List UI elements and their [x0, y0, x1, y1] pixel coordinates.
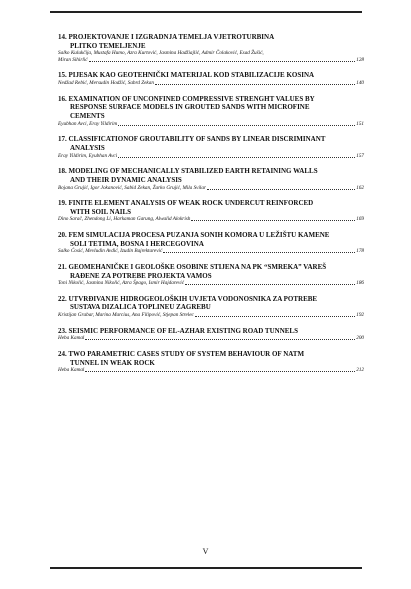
entry-authors-row [58, 335, 364, 342]
entry-title-line: CLASSIFICATIONOF GROUTABILITY OF SANDS BY LINEAR DISCRIMINANT [68, 135, 326, 144]
entry-title [58, 350, 364, 367]
entry-page: 178 [356, 248, 364, 255]
entry-authors: Salko Kulukčija, Mustafa Humo, Azra Kurtović, Jasmina Hadžiajlić, Admir Čolaković, Esad Žušić, [58, 50, 264, 57]
table-of-contents [58, 33, 364, 382]
entry-authors-row [58, 248, 364, 255]
entry-authors: Bojana Grujić, Igor Jokanović, Sabid Zekan, Žarko Grujić, Mila Svilar [58, 184, 206, 191]
entry-title [58, 199, 364, 216]
entry-authors: Salko Ćosić, Mevludin Avdić, Izudin Bajrektarević [58, 248, 163, 255]
entry-page: 151 [356, 120, 364, 127]
entry-page: 169 [356, 216, 364, 223]
toc-entry[interactable] [58, 71, 364, 86]
entry-authors: Heba Kamal [58, 367, 85, 374]
entry-authors: Toni Nikolić, Jasmina Nikolić, Azra Špago, Ismir Hajdarević [58, 280, 185, 287]
leader-dots [118, 156, 355, 158]
entry-page: 157 [356, 152, 364, 159]
entry-title-line: EXAMINATION OF UNCONFINED COMPRESSIVE STRENGHT VALUES BY [68, 94, 315, 103]
leader-dots [155, 83, 355, 85]
entry-title [58, 231, 364, 248]
entry-authors-row [58, 57, 364, 64]
entry-authors: Nedžad Rebić, Mersudin Hodžić, Sabrd Zekan [58, 80, 154, 87]
entry-authors: Eray Yildirim, Eyubhan Avci [58, 152, 118, 159]
entry-number: 20. [58, 230, 67, 239]
leader-dots [191, 219, 355, 221]
entry-title-line: SOLI TETIMA, BOSNA I HERCEGOVINA [70, 239, 204, 248]
entry-title [58, 295, 364, 312]
entry-title-line: ANALYSIS [70, 143, 105, 152]
entry-title-line: WITH SOIL NAILS [70, 207, 132, 216]
entry-title-line: RAĐENE ZA POTREBE PROJEKTA VAMOS [70, 271, 212, 280]
entry-title [58, 135, 364, 152]
entry-title-line: FEM SIMULACIJA PROCESA PUZANJA SONIH KOMORA U LEŽIŠTU KAMENE [68, 230, 330, 239]
entry-number: 22. [58, 294, 67, 303]
entry-number: 19. [58, 199, 67, 208]
entry-title-line: SUSTAVA DIZALICA TOPLINEU ZAGREBU [70, 303, 211, 312]
entry-number: 23. [58, 326, 67, 335]
entry-number: 18. [58, 167, 67, 176]
page-number: V [202, 547, 209, 556]
leader-dots [89, 60, 356, 62]
leader-dots [85, 338, 355, 340]
entry-authors-row [58, 121, 364, 128]
entry-authors: Kristijan Grabar, Marina Marcius, Ana Filipović, Stjepan Strelec [58, 312, 194, 319]
entry-title-line: RESPONSE SURFACE MODELS IN GROUTED SANDS WITH MICROFINE [70, 103, 310, 112]
toc-entry[interactable] [58, 350, 364, 374]
entry-title-line: PROJEKTOVANJE I IZGRADNJA TEMELJA VJETROTURBINA [68, 33, 275, 41]
entry-title [58, 33, 364, 50]
leader-dots [163, 251, 355, 253]
entry-page: 192 [356, 312, 364, 319]
bottom-rule [50, 567, 362, 569]
toc-entry[interactable] [58, 263, 364, 287]
entry-title-line: SEISMIC PERFORMANCE OF EL-AZHAR EXISTING ROAD TUNNELS [68, 326, 298, 335]
entry-page: 200 [356, 335, 364, 342]
entry-title-line: TUNNEL IN WEAK ROCK [70, 358, 155, 367]
entry-authors: Eyubhan Avci, Eray Yildirim [58, 120, 118, 127]
leader-dots [207, 188, 355, 190]
entry-title-line: PLITKO TEMELJENJE [70, 41, 146, 50]
entry-title [58, 95, 364, 121]
toc-entry[interactable] [58, 231, 364, 255]
entry-page: 140 [356, 80, 364, 87]
toc-entry[interactable] [58, 167, 364, 191]
entry-authors: Heba Kamal [58, 335, 85, 342]
entry-title-line: AND THEIR DYNAMIC ANALYSIS [70, 175, 182, 184]
entry-title-line: FINITE ELEMENT ANALYSIS OF WEAK ROCK UNDERCUT REINFORCED [68, 199, 314, 208]
entry-title-line: TWO PARAMETRIC CASES STUDY OF SYSTEM BEHAVIOUR OF NATM [68, 349, 305, 358]
entry-authors-row [58, 312, 364, 319]
toc-entry[interactable] [58, 327, 364, 342]
leader-dots [195, 315, 355, 317]
entry-title [58, 71, 364, 80]
leader-dots [85, 370, 355, 372]
entry-page: 186 [356, 280, 364, 287]
entry-title-line: GEOMEHANIČKE I GEOLOŠKE OSOBINE STIJENA NA PK “SMREKA” VAREŠ [68, 262, 327, 271]
entry-page: 212 [356, 367, 364, 374]
entry-title [58, 263, 364, 280]
entry-number: 17. [58, 135, 67, 144]
entry-title-line: MODELING OF MECHANICALLY STABILIZED EARTH RETAINING WALLS [68, 167, 318, 176]
entry-number: 21. [58, 262, 67, 271]
toc-entry[interactable] [58, 135, 364, 159]
entry-number: 15. [58, 71, 67, 80]
leader-dots [185, 283, 355, 285]
entry-authors: Miran Sihirlić [58, 56, 88, 63]
entry-title-line: PIJESAK KAO GEOTEHNIČKI MATERIJAL KOD STABILIZACIJE KOSINA [68, 71, 315, 80]
toc-entry[interactable] [58, 295, 364, 319]
top-rule [50, 11, 362, 13]
entry-title [58, 327, 364, 336]
entry-authors-row [58, 153, 364, 160]
entry-authors-row [58, 280, 364, 287]
toc-entry[interactable] [58, 95, 364, 128]
toc-entry[interactable] [58, 199, 364, 223]
entry-authors-row [58, 185, 364, 192]
entry-title [58, 167, 364, 184]
entry-page: 128 [356, 56, 364, 63]
entry-authors-row [58, 216, 364, 223]
entry-number: 24. [58, 349, 67, 358]
entry-number: 14. [58, 33, 67, 41]
toc-entry[interactable] [58, 33, 364, 63]
entry-title-line: UTVRĐIVANJE HIDROGEOLOŠKIH UVJETA VODONOSNIKA ZA POTREBE [68, 294, 318, 303]
entry-authors-row [58, 367, 364, 374]
entry-page: 162 [356, 184, 364, 191]
entry-number: 16. [58, 94, 67, 103]
entry-authors: Dino Sarač, Zhendong Li, Harkaman Garung, Alwalid Alokrish [58, 216, 191, 223]
entry-title-line: CEMENTS [70, 112, 105, 121]
entry-authors-row [58, 80, 364, 87]
leader-dots [118, 124, 355, 126]
